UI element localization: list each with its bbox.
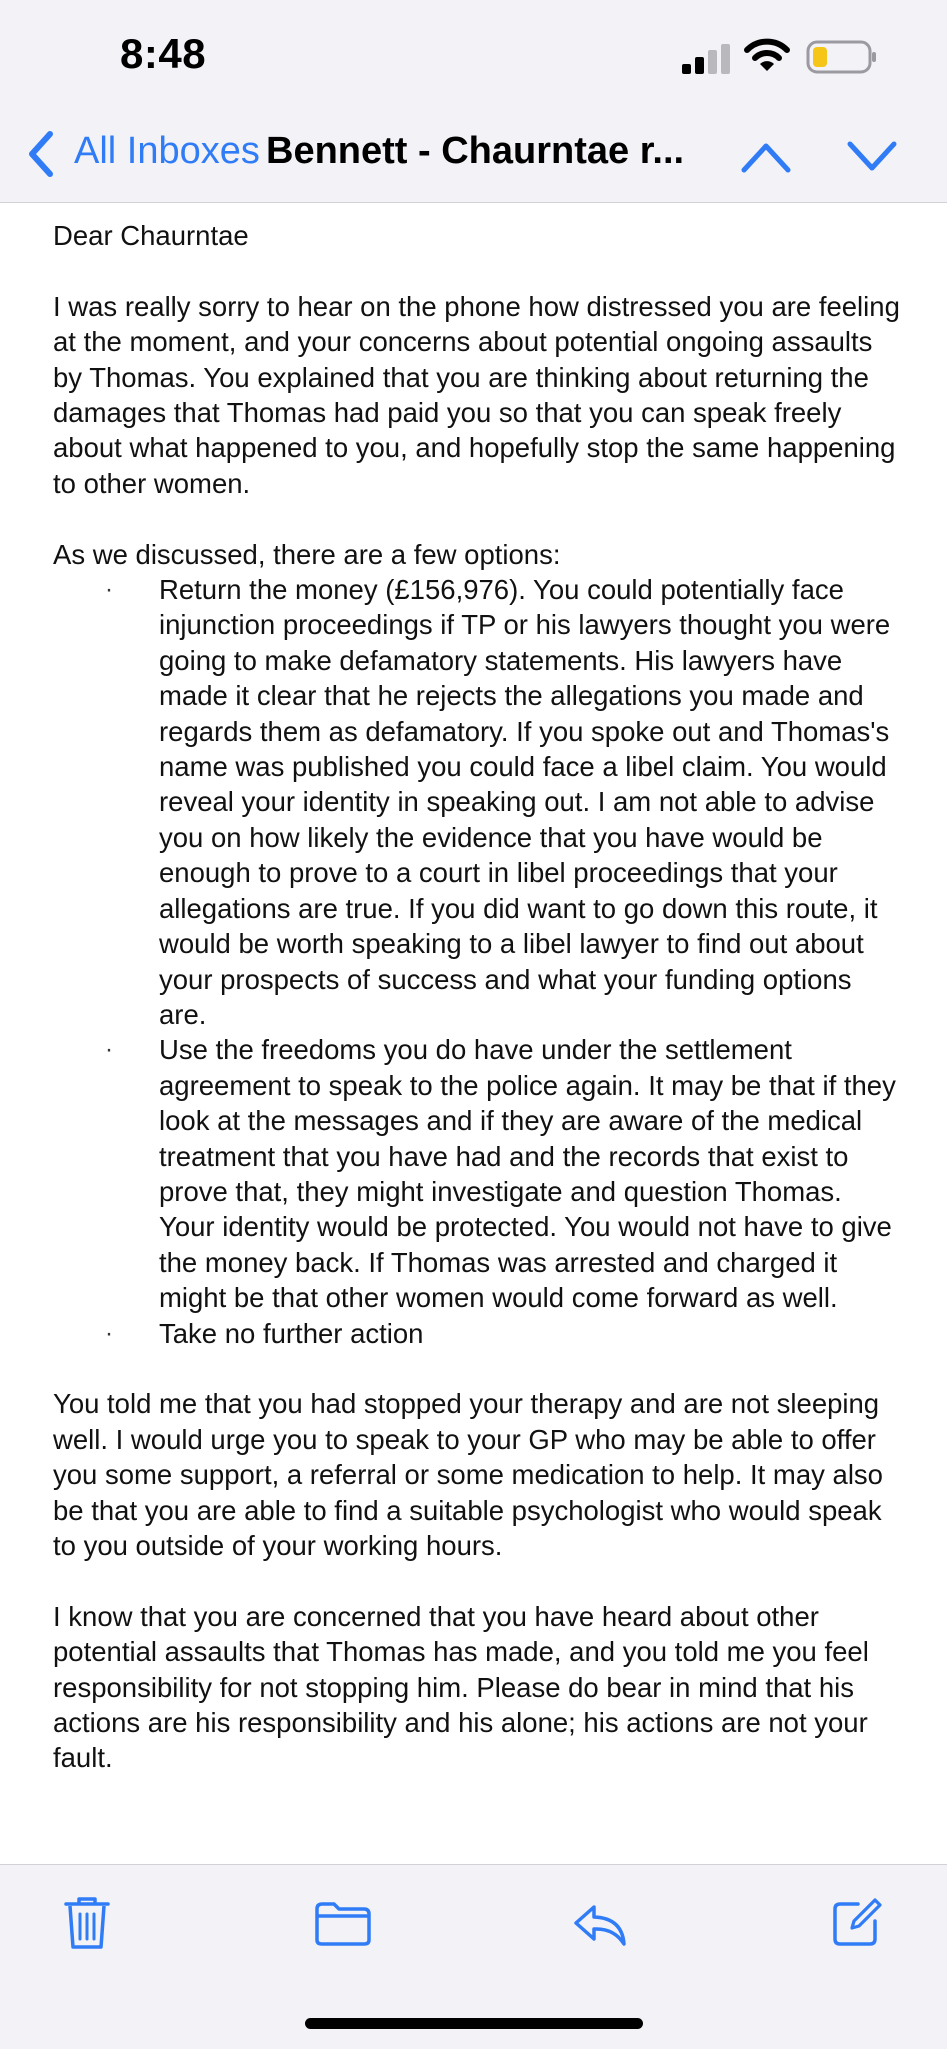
- option-item: · Take no further action: [53, 1316, 903, 1351]
- navigation-bar: [0, 110, 947, 203]
- options-list: [53, 572, 903, 1351]
- email-paragraph: I was really sorry to hear on the phone how distressed you are feeling at the moment, and your concerns about potential ongoing assaults by Thomas. You explained that you are thinking about returning the damages that Thomas had paid you so that you can speak freely about what happened to you, and hopefully stop the same happening to other women.: [53, 290, 900, 499]
- email-subject-title: Bennett - Chaurntae r...: [266, 130, 685, 172]
- email-greeting: Dear Chaurntae: [53, 220, 249, 251]
- wifi-icon: [744, 36, 790, 74]
- compose-icon[interactable]: [832, 1895, 882, 1947]
- battery-low-icon: [806, 40, 878, 74]
- home-indicator[interactable]: [305, 2018, 643, 2029]
- chevron-up-icon[interactable]: [740, 140, 792, 174]
- option-item: · Use the freedoms you do have under the settlement agreement to speak to the police again. It may be that if they look at the messages and if they are aware of the medical treatment that you have had and the records that exist to prove that, they might investigate and question Thomas. Your identity would be protected. You would not have to give the money back. If Thomas was arrested and charged it might be that other women would come forward as well.: [53, 1032, 903, 1315]
- cellular-signal-icon: [682, 44, 732, 74]
- option-item: · Return the money (£156,976). You could potentially face injunction proceedings if TP or his lawyers thought you were going to make defamatory statements. His lawyers have made it clear that he rejects the allegations you made and regards them as defamatory. If you spoke out and Thomas's name was published you could face a libel claim. You would reveal your identity in speaking out. I am not able to advise you on how likely the evidence that you have would be enough to prove to a court in libel proceedings that your allegations are true. If you did want to go down this route, it would be worth speaking to a libel lawyer to find out about your prospects of success and what your funding options are.: [53, 572, 903, 1032]
- email-paragraph: I know that you are concerned that you have heard about other potential assaults that Thomas has made, and you told me you feel responsibility for not stopping him. Please do bear in mind that his actions are his responsibility and his alone; his actions are not your fault.: [53, 1600, 869, 1774]
- trash-icon[interactable]: [64, 1895, 110, 1951]
- back-button[interactable]: All Inboxes: [74, 130, 260, 172]
- chevron-down-icon[interactable]: [846, 140, 898, 174]
- email-body: [53, 218, 903, 1811]
- reply-icon[interactable]: [572, 1903, 628, 1947]
- status-time: 8:48: [120, 30, 207, 77]
- options-intro: As we discussed, there are a few options:: [53, 538, 561, 570]
- chevron-left-icon[interactable]: [26, 129, 56, 179]
- email-paragraph: You told me that you had stopped your therapy and are not sleeping well. I would urge you to speak to your GP who may be able to offer you some support, a referral or some medication to help. It may also be that you are able to find a suitable psychologist who would speak to you outside of your working hours.: [53, 1388, 883, 1561]
- status-bar: [0, 0, 947, 110]
- folder-icon[interactable]: [314, 1901, 372, 1947]
